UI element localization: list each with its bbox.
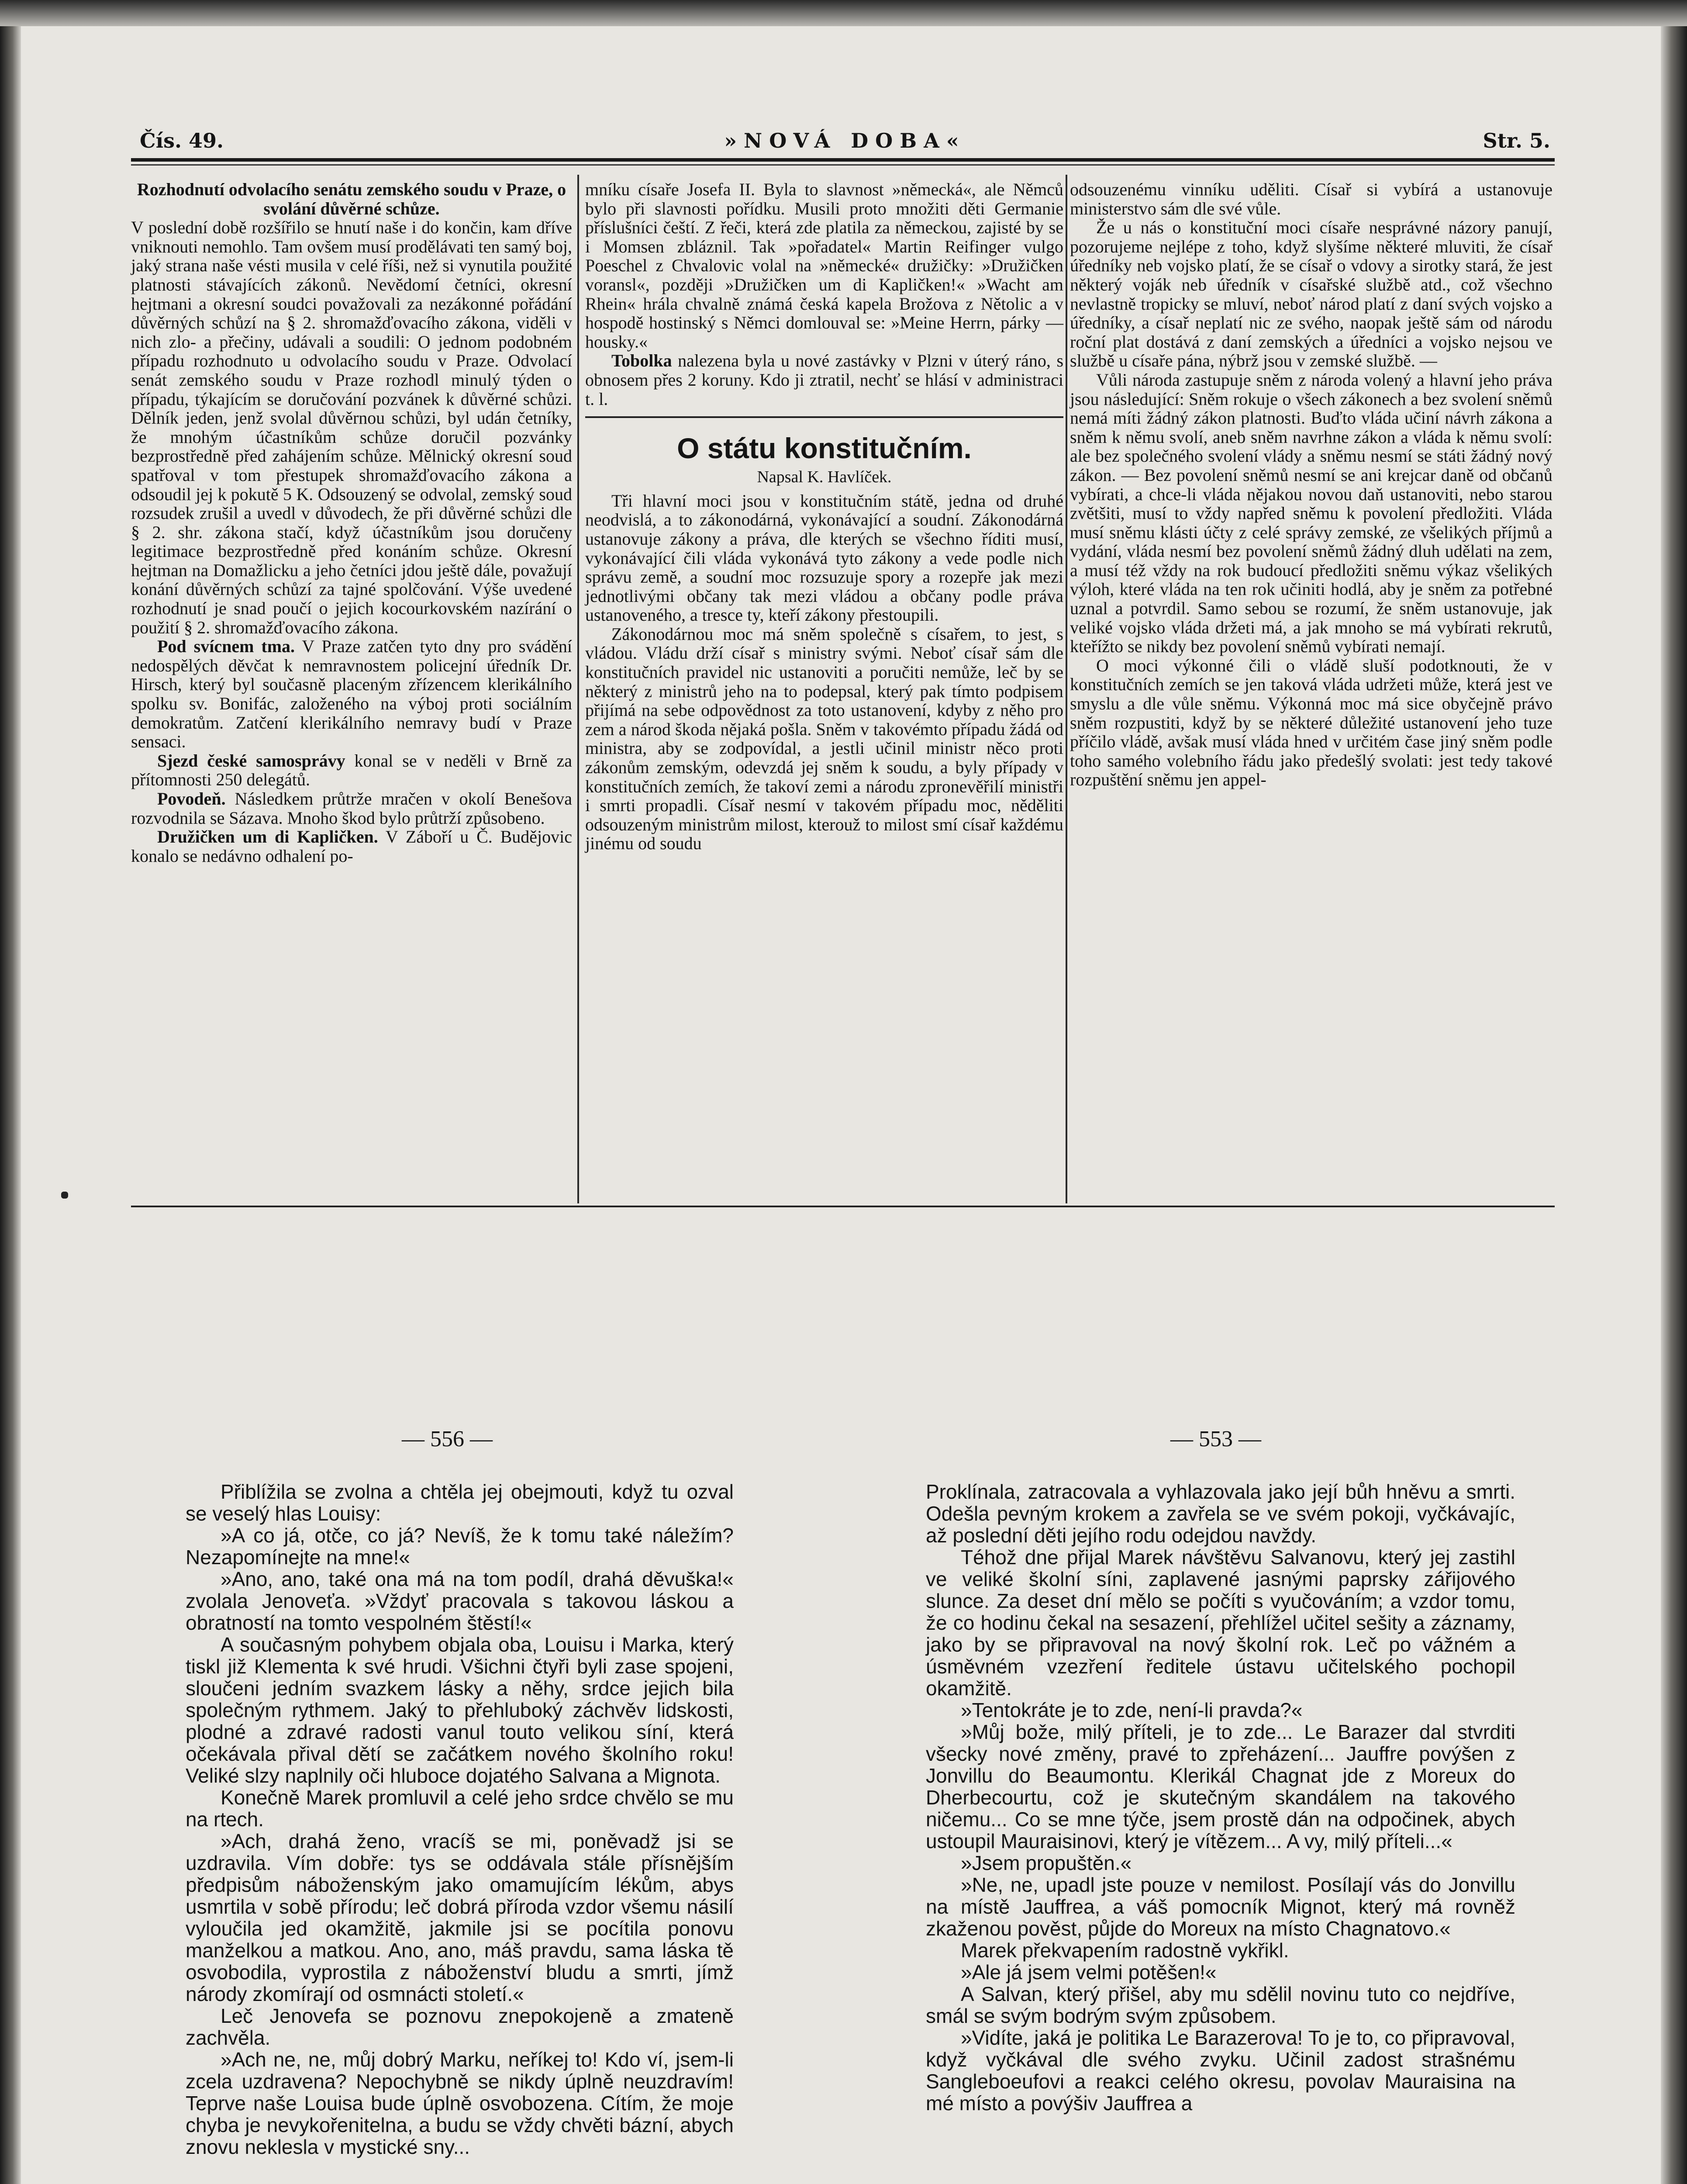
novel-paragraph: »Můj bože, milý příteli, je to zde... Le Barazer dal stvrditi všecky nové změny, pravé to zpřeházení... Jauffre povýšen z Jonvillu do Beaumontu. Klerikál Chagnat jde z Moreux do Dherbecourtu, což je skutečným skandálem na takového ničemu... Co se mne týče, jsem prostě dán na odpočinek, abych ustoupil Mauraisinovi, který je vítězem... A vy, milý příteli...« <box>926 1721 1515 1852</box>
news-item <box>131 827 572 865</box>
novel-paragraph: Konečně Marek promluvil a celé jeho srdce chvělo se mu na rtech. <box>186 1786 734 1831</box>
column-2 <box>585 180 1063 853</box>
news-item-text: konal se v neděli v Brně za přítomnosti 250 delegátů. <box>131 750 573 790</box>
news-item-text: V Záboří u Č. Budějovic konalo se nedávno odhalení po- <box>131 827 573 866</box>
novel-paragraph: Marek překvapením radostně vykřikl. <box>961 1939 1289 1962</box>
supplement-page-number-right: — 553 — <box>1170 1427 1261 1451</box>
page-header <box>140 124 1550 159</box>
article-headline-court: Rozhodnutí odvolacího senátu zemského soudu v Praze, o svolání důvěrné schůze. <box>137 180 566 218</box>
article-paragraph: Že u nás o konstituční moci císaře nesprávné názory panují, pozorujeme nejlépe z toho, když slyšíme některé mluviti, že císař úředníky neb vojsko platí, že se císař o vdovy a sirotky stará, že jest některý voják neb úředník v císařské službě atd., což všechno nevlastně tropicky se mluví, neboť národ platí z daní svých vojsko a úředníky, a císař neplatí nic ze svého, naopak ještě sám od národu roční plat dostává z daní zemských a úředníci a vojsko nejsou ve službě u císaře pána, nýbrž jsou v zemské službě. — <box>1070 218 1552 371</box>
section-bottom-rule <box>131 1206 1555 1207</box>
article-paragraph: Tři hlavní moci jsou v konstitučním státě, jedna od druhé neodvislá, a to zákonodárná, vykonávající a soudní. Zákonodárná ustanovuje zákony a práva, dle kterých se všechno říditi musí, vykonávající čili vláda vykonává tyto zákony a vede podle nich správu země, a soudní moc rozsuzuje spory a rozepře jak mezi jednotlivými občany tak mezi vládou a občany podle práva ustanoveného, a tresce ty, kteří zákony přestoupili. <box>585 491 1063 625</box>
column-1 <box>131 180 572 865</box>
scan-edge-left <box>0 0 21 2184</box>
novel-paragraph: Leč Jenovefa se poznovu znepokojeně a zmateně zachvěla. <box>186 2004 734 2049</box>
section-separator <box>585 416 1063 418</box>
news-item-text: V Praze zatčen tyto dny pro svádění nedospělých děvčat k nemravnostem policejní úředník Dr. Hirsch, který byl současně placeným zřízencem klerikálního spolku sv. Bonifác, založeného na výboj proti sociálním demokratům. Zatčení klerikálního nemravy budí v Praze sensaci. <box>131 636 573 752</box>
column-3 <box>1070 180 1552 789</box>
column-divider <box>1066 175 1067 1203</box>
column-divider <box>577 175 579 1203</box>
news-item-text: Následkem průtrže mračen v okolí Benešova rozvodnila se Sázava. Mnoho škod bylo průtrží způsobeno. <box>131 789 572 828</box>
page-number: Str. 5. <box>1483 129 1550 152</box>
header-rule <box>131 158 1555 162</box>
scan-edge-top <box>0 0 1687 26</box>
news-item <box>585 351 1063 408</box>
novel-text-left <box>186 1481 734 2158</box>
novel-paragraph: »Ne, ne, upadl jste pouze v nemilost. Posílají vás do Jonvillu na místě Jauffrea, a váš pomocník Mignot, který má rovněž zkaženou pověst, půjde do Moreux na místo Chagnatovo.« <box>926 1873 1515 1940</box>
news-item <box>131 751 572 789</box>
novel-paragraph: A Salvan, který přišel, aby mu sdělil novinu tuto co nejdříve, smál se svým bodrým svým způsobem. <box>926 1983 1515 2027</box>
supplement-page-number-left: — 556 — <box>402 1427 493 1451</box>
novel-paragraph: »Jsem propuštěn.« <box>961 1852 1132 1874</box>
novel-paragraph: »Ale já jsem velmi potěšen!« <box>961 1961 1217 1984</box>
novel-paragraph: »Ach ne, ne, můj dobrý Marku, neříkej to! Kdo ví, jsem-li zcela uzdravena? Nepochybně se nikdy úplně neuzdravím! Teprve naše Louisa bude úplně osvobozena. Cítím, že moje chyba je nevykořenitelna, a budu se vždy chvěti bázní, abych znovu neklesla v mystické sny... <box>186 2048 734 2158</box>
novel-paragraph: »Ach, drahá ženo, vracíš se mi, poněvadž jsi se uzdravila. Vím dobře: tys se oddávala stále přísnějším předpisům náboženským jako omamujícím lékům, abys usmrtila v sobě přírodu; leč dobrá příroda vzdor všemu násilí vyloučila jed okamžitě, jakmile jsi se pocítila ponovu manželkou a matkou. Ano, ano, máš pravdu, sama láska tě osvobodila, vyprostila z náboženství bludu a smrti, jímž národy zkomírají od osmnácti století.« <box>186 1830 734 2005</box>
news-item <box>131 637 572 751</box>
novel-paragraph: Proklínala, zatracovala a vyhlazovala jako její bůh hněvu a smrti. Odešla pevným krokem a zavřela se ve svém pokoji, vyčkávajíc, až poslední děti jejího rodu odejdou navždy. <box>926 1480 1515 1547</box>
article-paragraph: odsouzenému vinníku uděliti. Císař si vybírá a ustanovuje ministerstvo sám dle své vůle. <box>1070 180 1552 218</box>
novel-paragraph: A současným pohybem objala oba, Louisu i Marka, který tiskl již Klementa k své hrudi. Všichni čtyři byli zase spojeni, sloučeni jedním svazkem lásky a něhy, srdce jejich bila společným rythmem. Jaký to přehluboký záchvěv lidskosti, plodné a zdravé radosti vanul touto velikou síní, která očekávala přival dětí se začátkem nového školního roku! Veliké slzy naplnily oči hluboce dojatého Salvana a Mignota. <box>186 1633 734 1787</box>
news-item-lead: Tobolka <box>611 351 672 371</box>
novel-paragraph: »Tentokráte je to zde, není-li pravda?« <box>961 1699 1303 1721</box>
novel-paragraph: »Ano, ano, také ona má na tom podíl, drahá děvuška!« zvolala Jenoveťa. »Vždyť pracovala s takovou láskou a obratností na tomto vespolném štěstí!« <box>186 1568 734 1634</box>
novel-paragraph: »A co já, otče, co já? Nevíš, že k tomu také náležím? Nezapomínejte na mne!« <box>186 1524 734 1569</box>
novel-paragraph: Přiblížila se zvolna a chtěla jej obejmouti, když tu ozval se veselý hlas Louisy: <box>186 1480 734 1525</box>
news-item-text: nalezena byla u nové zastávky v Plzni v úterý ráno, s obnosem přes 2 koruny. Kdo ji ztratil, nechť se hlásí v administraci t. l. <box>585 351 1064 409</box>
print-speck <box>61 1192 68 1199</box>
scan-edge-right <box>1661 0 1687 2184</box>
article-title: O státu konstitučním. <box>677 432 972 465</box>
news-item <box>131 789 572 827</box>
article-paragraph: Vůli národa zastupuje sněm z národa volený a hlavní jeho práva jsou následující: Sněm rokuje o všech zákonech a bez svolení sněmů nemá míti žádný zákon platnosti. Buďto vláda učiní návrh zákona a sněm k němu svolí, aneb sněm navrhne zákon a vláda k němu svolí: ale bez společného svolení vlády a sněmu nesmí se státi žádný nový zákon. — Bez povolení sněmů nesmí se ani krejcar daně od občanů vybírati, a chce-li vláda nějakou novou daň ustanoviti, nebo starou zvětšiti, musí to vždy napřed sněmu k povolení předložiti. Vláda musí sněmu klásti účty z celé správy zemské, ze všelikých příjmů a vydání, vláda nesmí bez povolení sněmů žádný dluh udělati na zem, a musí též vždy na rok budoucí předložiti sněmu výkaz všelikých výloh, které vláda na ten rok učiniti hodlá, aby je sněm za potřebné uznal a potvrdil. Samo sebou se rozumí, že sněm ustanovuje, jak veliké vojsko vláda držeti má, a jak mnoho se má vybírati rekrutů, kteřížto se nikdy bez povolení sněmů vybírati nemají. <box>1070 370 1552 657</box>
news-item-lead: Sjezd české samosprávy <box>157 750 345 771</box>
article-paragraph: O moci výkonné čili o vládě sluší podotknouti, že v konstitučních zemích se jen taková vláda udržeti může, která jest ve smyslu a dle vůle sněmu. Výkonná moc má sice obyčejně právo sněm rozpustiti, když by se některé důležité ustanovení jeho tuze příčilo vládě, avšak musí vláda hned v určitém čase jiný sněm podle toho samého volebního řádu jako předešlý svolati: jest tedy takové rozpuštění sněmu jen appel- <box>1070 655 1552 790</box>
news-item-lead: Povodeň. <box>157 789 226 809</box>
newspaper-title: »NOVÁ DOBA« <box>724 129 966 152</box>
article-body-court: V poslední době rozšířilo se hnutí naše i do končin, kam dříve vniknouti nemohlo. Tam ovšem musí prodělávati ten samý boj, jaký strana naše vésti musila v celé říši, než si vynutila použité platnosti stávajících zákonů. Nevědomí četníci, okresní hejtmani a okresní soudci považovali za nezákonné pořádání důvěrných schůzí na § 2. shromažďovacího zákona, viděli v nich zlo- a přečiny, udávali a soudili: O jednom podobném případu rozhodnuto u odvolacího soudu v Praze. Odvolací senát zemského soudu v Praze rozhodl minulý týden o případu, týkajícím se doručování pozvánek k důvěrné schůzi. Dělník jeden, jenž svolal důvěrnou schůzi, byl udán četníky, že mnohým účastníkům schůze doručil pozvánky bezprostředně před zahájením schůze. Mělnický okresní soud spatřoval v tom přestupek shromažďovacího zákona a odsoudil jej k pokutě 5 K. Odsouzený se odvolal, zemský soud rozsudek zrušil a uvedl v důvodech, že při důvěrné schůzi dle § 2. shr. zákona stačí, když účastníkům jsou doručeny legitimace bezprostředně před konáním schůze. Okresní hejtman na Domažlicku a jeho četníci jdou ještě dále, považují konání důvěrných schůzí za tajné spolčování. Výše uvedené rozhodnutí je snad poučí o jejich kocourkovském nazírání o použití § 2. shromažďovacího zákona. <box>131 218 572 637</box>
news-item-lead: Pod svícnem tma. <box>157 636 295 657</box>
news-item-lead: Družičken um di Kapličken. <box>157 827 378 847</box>
novel-paragraph: Téhož dne přijal Marek návštěvu Salvanovu, který jej zastihl ve veliké školní síni, zaplavené jasnými paprsky zářijového slunce. Za deset dní mělo se počíti s vyučováním; a vzdor tomu, že co hodinu čekal na sesazení, přehlížel učitel sešity a záznamy, jako by se připravoval na nový školní rok. Leč po vážném a úsměvném vzezření ředitele ústavu učitelského pochopil okamžitě. <box>926 1546 1515 1700</box>
header-rule-thin <box>131 164 1555 166</box>
issue-number: Čís. 49. <box>140 129 224 152</box>
novel-paragraph: »Vidíte, jaká je politika Le Barazerova! To je to, co připravoval, když vyčkával dle svého zvyku. Učinil zadost strašnému Sangleboeufovi a reakci celého okresu, povolav Mauraisina na mé místo a povýšiv Jauffrea a <box>926 2026 1515 2115</box>
article-continuation: mníku císaře Josefa II. Byla to slavnost »německá«, ale Němců bylo při slavnosti pořídku. Musili proto množiti děti Germanie příslušníci čeští. Z řeči, která zde platila za německou, zajisté by se i Momsen zbláznil. Tak »pořadatel« Martin Reifinger vulgo Poeschel z Chvalovic volal na »německé« družičky: »Družičken voransl«, později »Družičken um di Kapličken!« »Wacht am Rhein« hrála chvalně známá česká kapela Brožova z Nětolic a v hospodě hostinský s Němci domlouval se: »Meine Herrn, párky — housky.« <box>585 180 1063 352</box>
article-paragraph: Zákonodárnou moc má sněm společně s císařem, to jest, s vládou. Vládu drží císař s ministry svými. Neboť císař sám dle konstitučních pravidel nic ustanoviti a poručiti nemůže, leč by se některý z ministrů jeho na to podepsal, který pak tímto podpisem přijímá na sebe odpovědnost za toto ustanovení, kdyby z něho pro zem a národ škoda nějaká pošla. Sněm v takovémto případu žádá od ministra, aby se zodpovídal, a jestli učinil ministr něco proti zákonům zemským, odevzdá jej sněm k soudu, a byly případy v konstitučních zemích, že takoví zemi a národu zpronevěřilí ministři i smrti propadli. Císař nesmí v takovém případu moc, něděliti odsouzeným ministrům milost, kterouž to milost smí císař každému jinému od soudu <box>585 624 1063 854</box>
novel-text-right <box>926 1481 1515 2114</box>
article-byline: Napsal K. Havlíček. <box>757 468 892 487</box>
